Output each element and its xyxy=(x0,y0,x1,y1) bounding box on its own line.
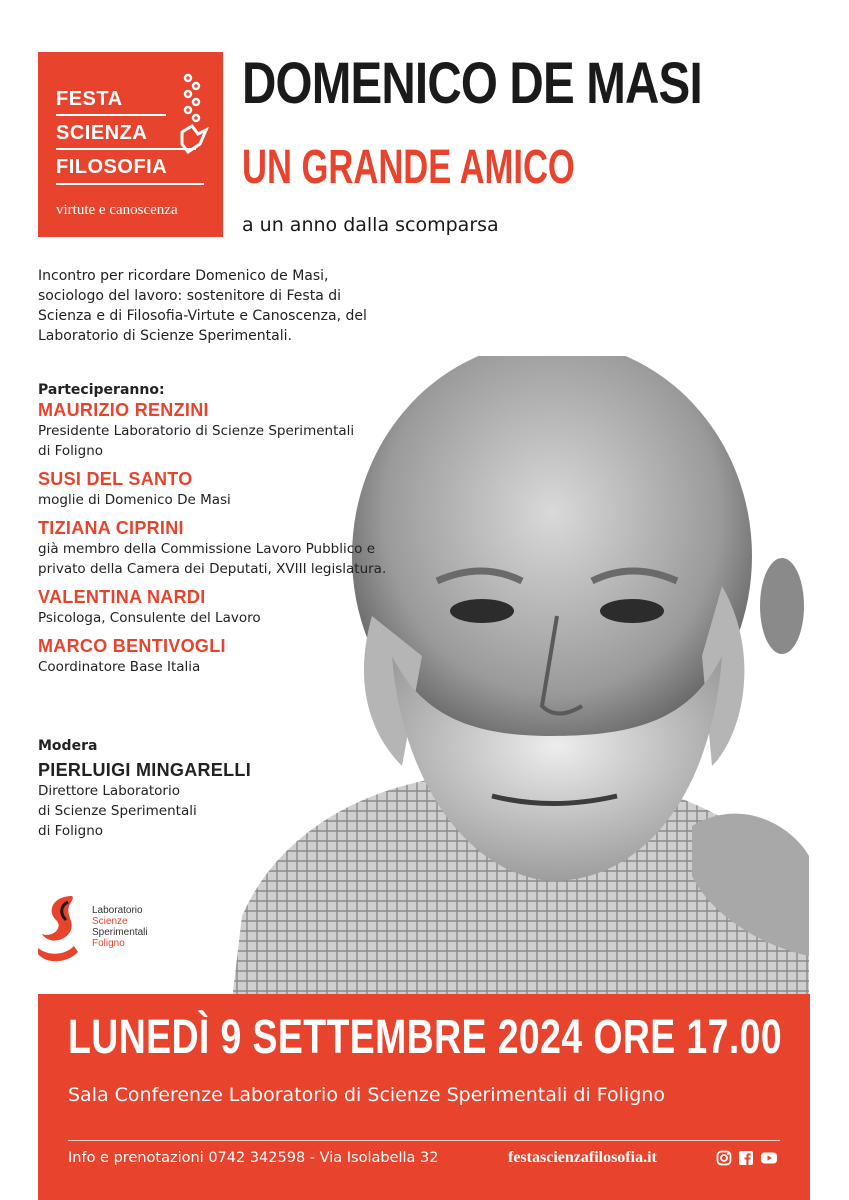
lab-logo-text xyxy=(92,905,148,949)
festa-logo xyxy=(38,52,223,237)
participant-role: moglie di Domenico De Masi xyxy=(38,492,231,508)
page-title: DOMENICO DE MASI xyxy=(242,51,702,116)
logo-subtitle: virtute e canoscenza xyxy=(56,202,178,218)
website-link[interactable]: festascienzafilosofia.it xyxy=(508,1149,657,1166)
logo-word-filosofia: FILOSOFIA xyxy=(56,156,168,178)
logo-word-festa: FESTA xyxy=(56,88,123,110)
lab-logo-line: Laboratorio xyxy=(92,905,143,916)
social-icons xyxy=(716,1150,776,1166)
participant-item xyxy=(38,400,458,461)
participant-item xyxy=(38,518,458,579)
event-venue: Sala Conferenze Laboratorio di Scienze Sperimentali di Foligno xyxy=(68,1084,665,1106)
participant-role: Presidente Laboratorio di Scienze Sperimentali di Foligno xyxy=(38,423,355,459)
logo-divider xyxy=(56,148,196,150)
instagram-icon[interactable] xyxy=(716,1150,732,1166)
logo-divider xyxy=(56,183,204,185)
participant-name: VALENTINA NARDI xyxy=(38,587,206,607)
event-date: LUNEDÌ 9 SETTEMBRE 2024 ORE 17.00 xyxy=(68,1011,783,1064)
logo-divider xyxy=(56,114,166,116)
lab-logo-line: Sperimentali xyxy=(92,927,148,938)
participant-item xyxy=(38,636,458,677)
participants-list xyxy=(38,382,458,677)
participant-role: Psicologa, Consulente del Lavoro xyxy=(38,610,261,626)
participant-item xyxy=(38,587,458,628)
lab-swirl-icon xyxy=(34,890,94,970)
hand-dna-icon xyxy=(176,70,212,162)
contact-info: Info e prenotazioni 0742 342598 - Via Isolabella 32 xyxy=(68,1150,439,1166)
moderator-label: Modera xyxy=(38,738,98,754)
event-banner xyxy=(38,994,810,1200)
participants-label: Parteciperanno: xyxy=(38,382,165,398)
tagline: a un anno dalla scomparsa xyxy=(242,214,499,236)
lab-logo-line: Scienze xyxy=(92,916,128,927)
page-subtitle: UN GRANDE AMICO xyxy=(242,141,575,194)
lab-logo-line: Foligno xyxy=(92,938,125,949)
participant-item xyxy=(38,469,458,510)
moderator-block xyxy=(38,738,338,841)
participant-name: MAURIZIO RENZINI xyxy=(38,400,209,420)
participant-name: TIZIANA CIPRINI xyxy=(38,518,184,538)
participant-role: Coordinatore Base Italia xyxy=(38,659,201,675)
moderator-role: Direttore Laboratorio di Scienze Sperimentali di Foligno xyxy=(38,783,197,839)
logo-word-scienza: SCIENZA xyxy=(56,122,148,144)
moderator-name: PIERLUIGI MINGARELLI xyxy=(38,760,251,780)
participant-name: MARCO BENTIVOGLI xyxy=(38,636,226,656)
participant-role: già membro della Commissione Lavoro Pubblico e privato della Camera dei Deputati, XVIII legislatura. xyxy=(38,541,387,577)
participant-name: SUSI DEL SANTO xyxy=(38,469,193,489)
footer-divider xyxy=(68,1140,780,1141)
intro-text: Incontro per ricordare Domenico de Masi, sociologo del lavoro: sostenitore di Festa di Scienza e di Filosofia-Virtute e Canoscenza, del Laboratorio di Scienze Sperimentali. xyxy=(38,268,367,344)
facebook-icon[interactable] xyxy=(738,1150,754,1166)
youtube-icon[interactable] xyxy=(760,1150,776,1166)
